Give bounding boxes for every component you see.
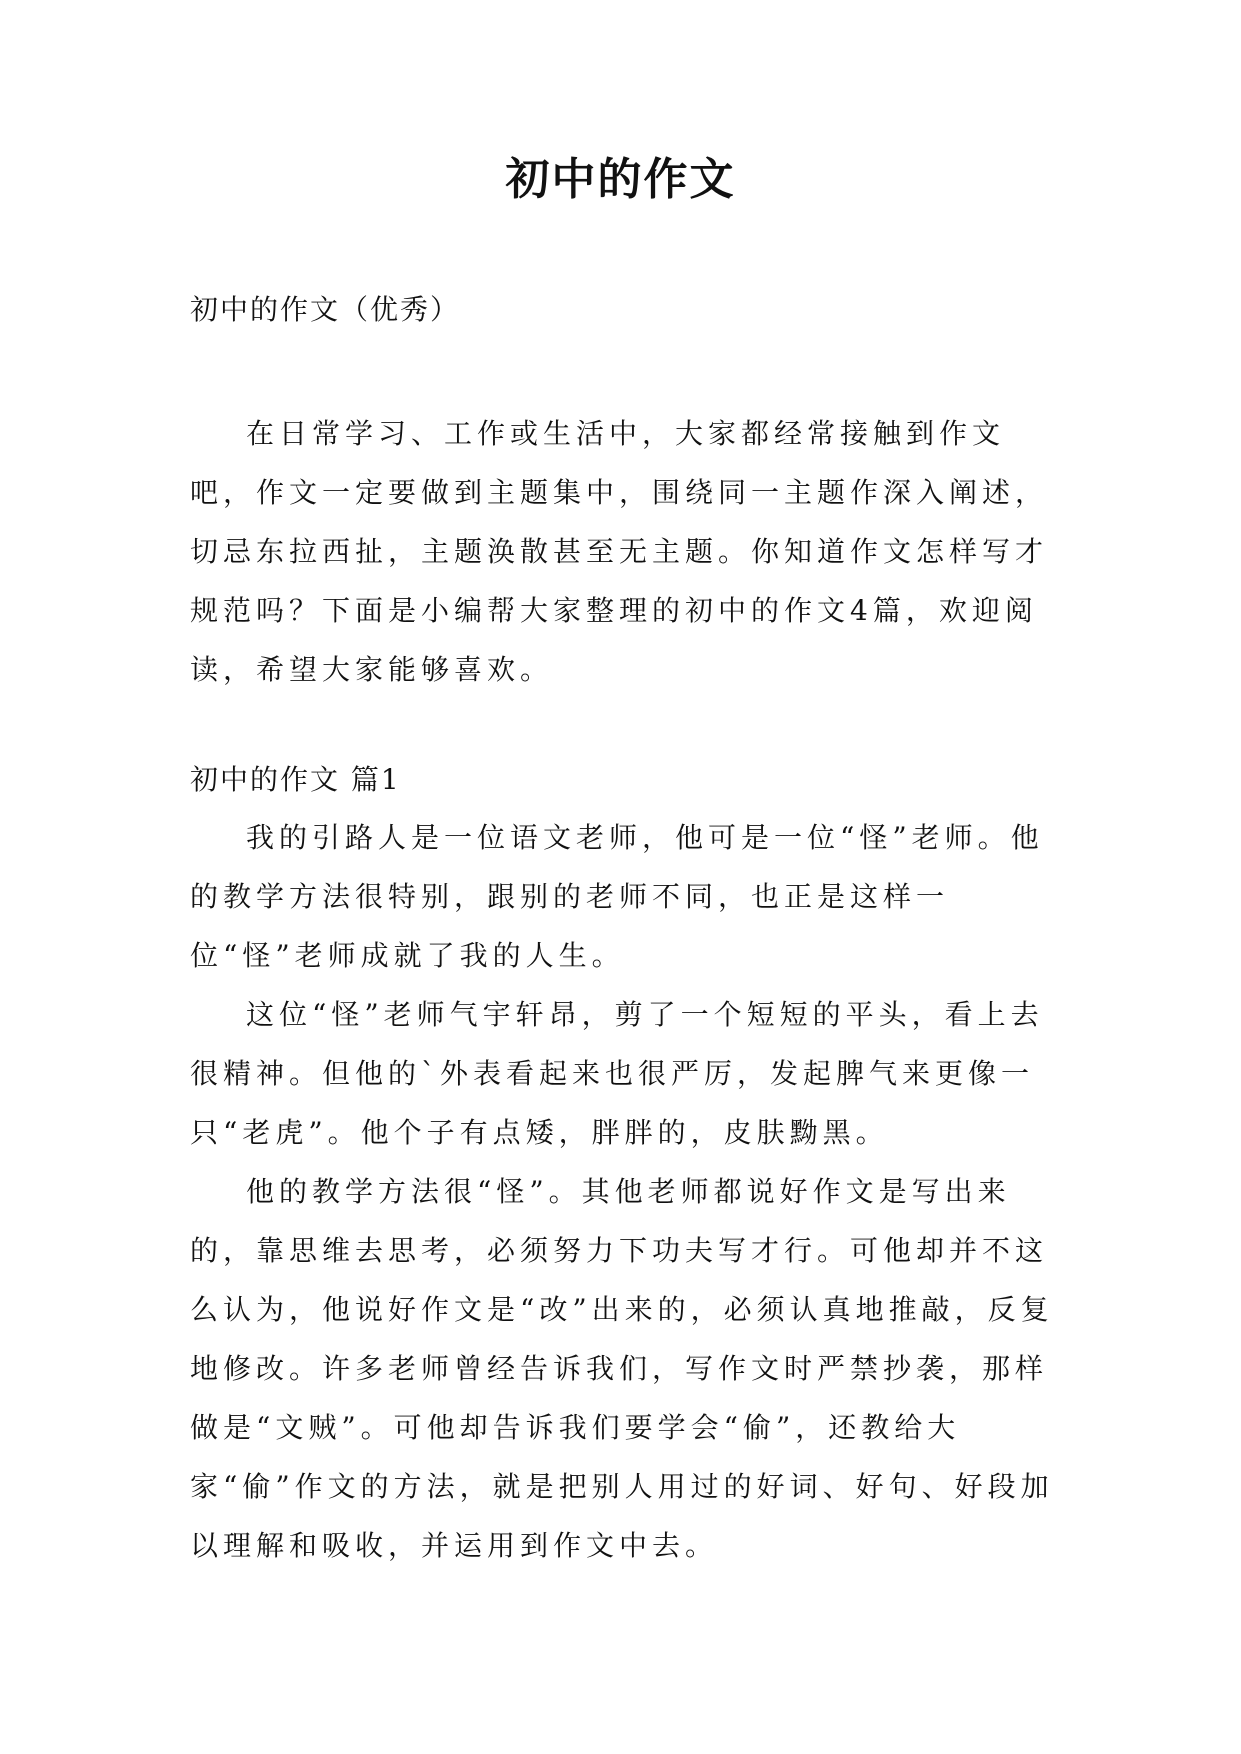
body-paragraph: 这位“怪”老师气宇轩昂，剪了一个短短的平头，看上去很精神。但他的`外表看起来也很严厉，发起脾气来更像一只“老虎”。他个子有点矮，胖胖的，皮肤黝黑。 [190,998,1044,1149]
document-title: 初中的作文 [505,154,736,205]
section-body [190,808,1060,1575]
intro-section [190,404,1060,699]
body-paragraph: 他的教学方法很“怪”。其他老师都说好作文是写出来的，靠思维去思考，必须努力下功夫写才行。可他却并不这么认为，他说好作文是“改”出来的，必须认真地推敲，反复地修改。许多老师曾经告诉我们，写作文时严禁抄袭，那样做是“文贼”。可他却告诉我们要学会“偷”，还教给大家“偷”作文的方法，就是把别人用过的好词、好句、好段加以理解和吸收，并运用到作文中去。 [190,1175,1054,1562]
section-heading: 初中的作文 篇1 [190,763,401,796]
intro-paragraph: 在日常学习、工作或生活中，大家都经常接触到作文吧，作文一定要做到主题集中，围绕同一主题作深入阐述，切忌东拉西扯，主题涣散甚至无主题。你知道作文怎样写才规范吗？下面是小编帮大家整理的初中的作文4篇，欢迎阅读，希望大家能够喜欢。 [190,417,1049,686]
document-subtitle: 初中的作文（优秀） [190,293,461,326]
body-paragraph: 我的引路人是一位语文老师，他可是一位“怪”老师。他的教学方法很特别，跟别的老师不同，也正是这样一位“怪”老师成就了我的人生。 [190,821,1044,972]
